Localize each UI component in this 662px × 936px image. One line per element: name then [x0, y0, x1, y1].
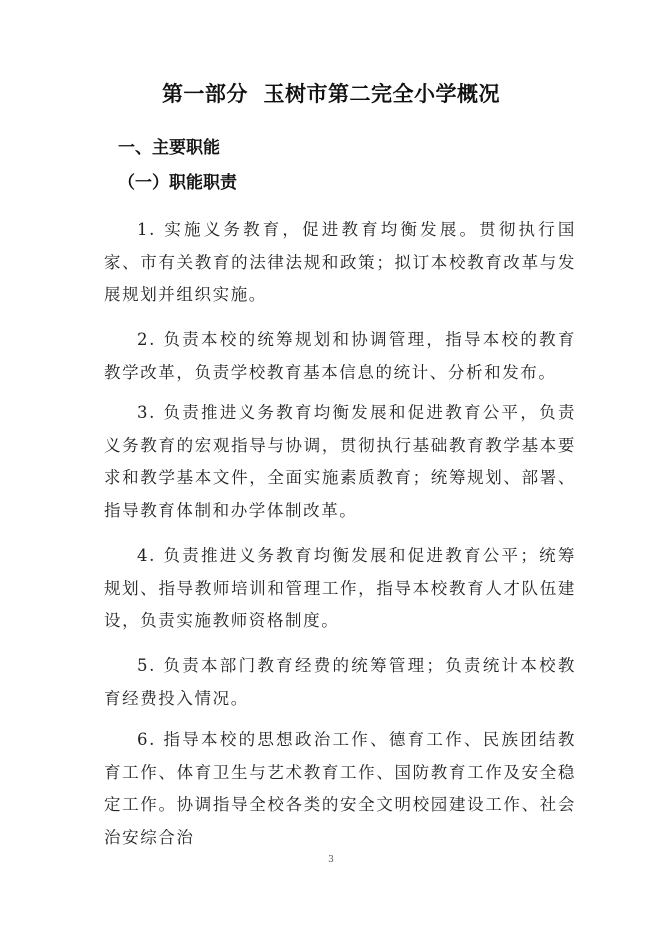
paragraph: 3. 负责推进义务教育均衡发展和促进教育公平，负责义务教育的宏观指导与协调，贯彻执行基础教育教学基本要求和教学基本文件，全面实施素质教育；统筹规划、部署、指导教育体制和办学体制改革。 [104, 403, 576, 521]
page-number: 3 [328, 855, 334, 865]
page-title: 第一部分 玉树市第二完全小学概况 [161, 82, 501, 106]
paragraph-6-block [104, 724, 576, 855]
paragraph-4-block [104, 540, 576, 638]
paragraph: 6. 指导本校的思想政治工作、德育工作、民族团结教育工作、体育卫生与艺术教育工作、国防教育工作及安全稳定工作。协调指导全校各类的安全文明校园建设工作、社会治安综合治 [104, 730, 576, 848]
paragraph: 5. 负责本部门教育经费的统筹管理；负责统计本校教育经费投入情况。 [104, 656, 576, 708]
section-heading: 一、主要职能 [118, 138, 220, 158]
paragraph-5-block [104, 650, 576, 715]
paragraph-1-block [104, 214, 576, 312]
paragraph: 4. 负责推进义务教育均衡发展和促进教育公平；统筹规划、指导教师培训和管理工作，指导本校教育人才队伍建设，负责实施教师资格制度。 [104, 546, 576, 631]
paragraph-3-block [104, 397, 576, 528]
subsection-heading: （一）职能职责 [118, 173, 237, 193]
paragraph: 1. 实施义务教育，促进教育均衡发展。贯彻执行国家、市有关教育的法律法规和政策；拟订本校教育改革与发展规划并组织实施。 [104, 220, 576, 305]
paragraph: 2. 负责本校的统筹规划和协调管理，指导本校的教育教学改革，负责学校教育基本信息的统计、分析和发布。 [104, 330, 576, 382]
paragraph-2-block [104, 324, 576, 389]
